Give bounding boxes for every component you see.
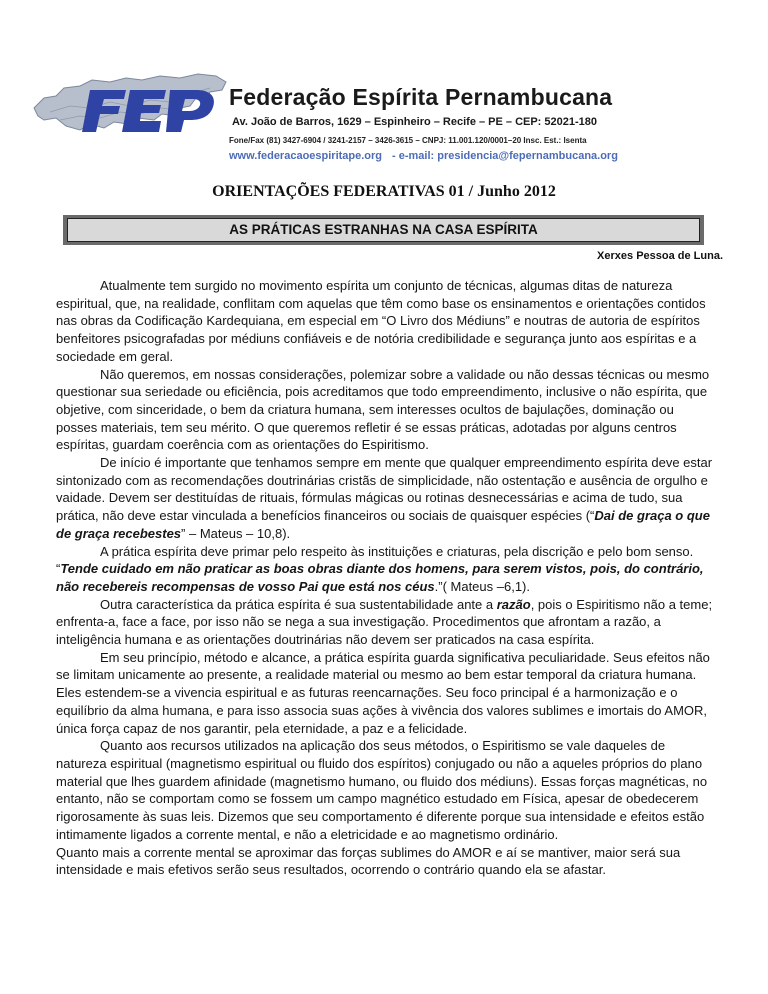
paragraph-text: Outra característica da prática espírita é sua sustentabilidade ante a [100,596,497,612]
website-link[interactable]: www.federacaoespiritape.org [229,150,383,162]
paragraph: Em seu princípio, método e alcance, a prática espírita guarda significativa peculiaridade. Seus efeitos não se limitam unicamente ao presente, a realidade material ou mesmo ao bem estar temporal da criatura humana. Eles estendem-se a vivencia espiritual e as futuras reencarnações. Seu foco principal é a harmonização e o equilíbrio da alma humana, e para isso associa suas ações à vivência dos valores sublimes e imortais do AMOR, única força capaz de nos garantir, pela eternidade, a paz e a felicidade. [56,649,710,736]
paragraph-text: De início é importante que tenhamos sempre em mente que qualquer empreendimento espírita deve estar sintonizado com as recomendações doutrinárias cristãs de simplicidade, não ostentação e ausência de orgulho e vaidade. Devem ser destituídas de rituais, fórmulas mágicas ou rotinas desnecessárias e acima de tudo, sua prática, não deve estar vinculada a benefícios financeiros ou sociais de quaisquer espécies (“ [56,455,713,524]
document-title: ORIENTAÇÕES FEDERATIVAS 01 / Junho 2012 [212,183,556,200]
paragraph [56,596,716,649]
author-name: Xerxes Pessoa de Luna. [597,250,723,262]
paragraph [56,454,716,543]
organization-name: Federação Espírita Pernambucana [229,84,613,110]
article-body [56,277,716,879]
paragraph: Quanto aos recursos utilizados na aplicação dos seus métodos, o Espiritismo se vale daqueles de natureza espiritual (magnetismo espiritual ou fluido dos espíritos) conjugado ou não a aqueles próprios do plano material que lhes guardem afinidade (magnetismo humano, ou fluido dos médiuns). Essas forças magnéticas, no entanto, não se comportam como se fossem um campo magnético estudado em Física, apesar de obedecerem rigorosamente às suas leis. Dizemos que seu comportamento é diferente porque sua intensidade e efeitos estão intimamente ligados a corrente mental, e não a eletricidade e ao magnetismo ordinário. [56,738,708,842]
organization-address: Av. João de Barros, 1629 – Espinheiro – Recife – PE – CEP: 52021-180 [232,116,598,128]
organization-contact: Fone/Fax (81) 3427-6904 / 3241-2157 – 3426-3615 – CNPJ: 11.001.120/0001–20 Insc. Est.: Isenta [229,136,587,145]
emphasis-word: razão [496,596,531,612]
paragraph-text: ” – Mateus – 10,8). [181,525,291,541]
web-contact-line [229,150,618,162]
paragraph: Não queremos, em nossas considerações, polemizar sobre a validade ou não dessas técnicas ou mesmo questionar sua seriedade ou eficiência, pois acreditamos que todo empreendimento, inclusive o não espírita, que objetive, com sinceridade, o bem da criatura humana, sem interesses ocultos de bajulações, dominação ou posses materiais, tem seu mérito. O que queremos refletir é se essas práticas, adotadas por alguns centros espíritas, guardam coerência com as orientações do Espiritismo. [56,366,710,453]
paragraph-text: , pois o Espiritismo não a teme; enfrenta-a, face a face, por isso não se nega a sua investigação. Procedimentos que afrontam a razão, a inteligência humana e as orientações doutrinárias não devem ser praticados na casa espírita. [56,596,713,648]
subject-banner: AS PRÁTICAS ESTRANHAS NA CASA ESPÍRITA [67,218,700,242]
paragraph [56,543,716,596]
letterhead [0,0,768,170]
paragraph: Quanto mais a corrente mental se aproximar das forças sublimes do AMOR e aí se mantiver, maior será sua intensidade e mais efetivos serão seus resultados, ocorrendo o contrário quando ela se afastar. [56,844,681,878]
paragraph-text: A prática espírita deve primar pelo respeito às instituições e criaturas, pela discrição e pelo bom senso. “ [56,543,694,577]
email-link[interactable]: - e-mail: presidencia@fepernambucana.org [392,150,618,162]
paragraph: Atualmente tem surgido no movimento espírita um conjunto de técnicas, algumas ditas de natureza espiritual, que, na realidade, conflitam com aquelas que têm como base os ensinamentos e orientações contidos nas obras da Codificação Kardequiana, em especial em “O Livro dos Médiuns” e noutras de autoria de espíritos benfeitores psicografadas por médiuns confiáveis e de notória credibilidade e segurança junto aos espíritas e a sociedade em geral. [56,278,706,364]
paragraph-text: .”( Mateus –6,1). [434,578,530,594]
bible-quote: Tende cuidado em não praticar as boas obras diante dos homens, para serem vistos, pois, do contrário, não recebereis recompensas de vosso Pai que está nos céus [56,561,704,594]
bible-quote: Dai de graça o que de graça recebestes [56,508,710,541]
fep-logo [30,68,230,140]
